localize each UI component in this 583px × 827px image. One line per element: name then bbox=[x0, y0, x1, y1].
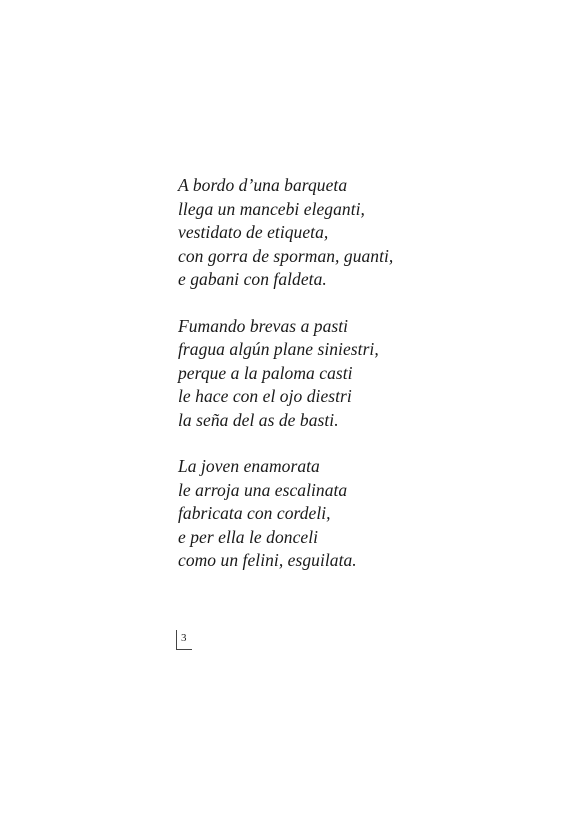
poem-line: llega un mancebi eleganti, bbox=[178, 198, 365, 219]
poem-line: A bordo d’una barqueta bbox=[178, 175, 348, 195]
poem-line: fabricata con cordeli, bbox=[178, 503, 331, 523]
poem-line: e gabani con faldeta. bbox=[178, 269, 327, 289]
page-number-marker bbox=[176, 630, 192, 650]
poem-line: le arroja una escalinata bbox=[178, 479, 348, 500]
poem-line: como un felini, esguilata. bbox=[178, 550, 357, 570]
poem-line: la seña del as de basti. bbox=[178, 409, 339, 430]
poem-line: fragua algún plane siniestri, bbox=[178, 339, 379, 359]
poem-line: vestidato de etiqueta, bbox=[178, 222, 329, 242]
poem bbox=[178, 174, 558, 573]
stanza-3 bbox=[178, 455, 558, 573]
poem-line: con gorra de sporman, guanti, bbox=[178, 245, 394, 266]
poem-line: perque a la paloma casti bbox=[178, 362, 353, 383]
page-number: 3 bbox=[181, 632, 187, 644]
poem-line: Fumando brevas a pasti bbox=[178, 315, 349, 336]
poem-line: La joven enamorata bbox=[178, 456, 320, 476]
poem-line: le hace con el ojo diestri bbox=[178, 386, 352, 406]
poem-line: e per ella le donceli bbox=[178, 526, 319, 547]
stanza-2 bbox=[178, 315, 558, 433]
stanza-1 bbox=[178, 174, 558, 292]
